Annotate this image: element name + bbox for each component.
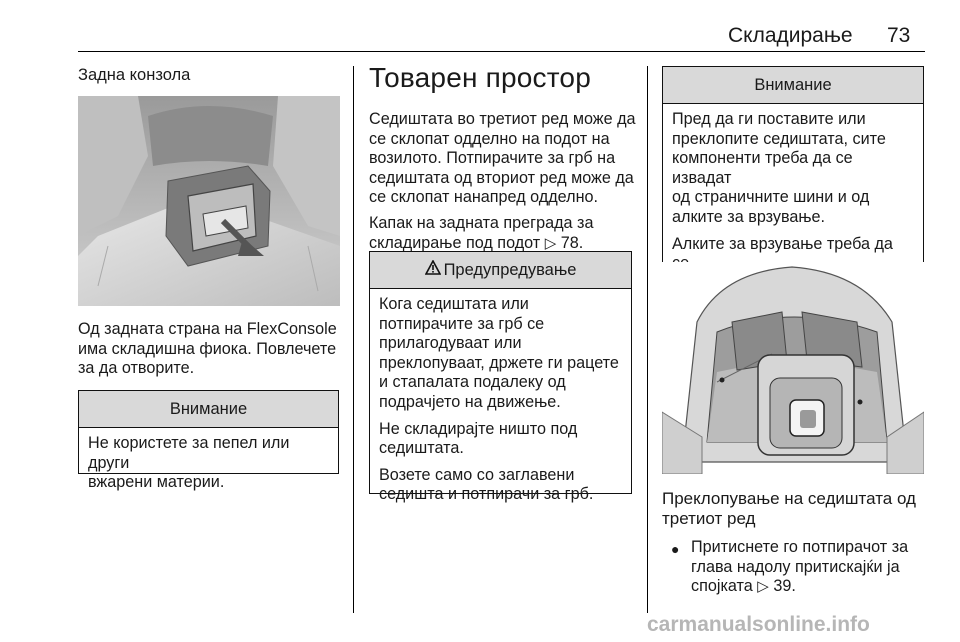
page-title: Складирање	[728, 24, 853, 47]
page-reference[interactable]: 78.	[560, 233, 584, 252]
warning-title: Предупредување	[370, 252, 631, 289]
subsection-heading: Преклопување на седиштата од третиот ред	[662, 489, 916, 528]
warning-body: Кога седиштата или потпирачите за грб се прилагодуваат или преклопуваат, држете ги рацете и стапалата подалеку од подрачјето на движење. Не складирајте ништо под седиштата. Возете само со заглавени седишта и потпирачи за грб.	[379, 295, 619, 504]
section-heading: Задна конзола	[78, 66, 191, 84]
warning-triangle-icon	[425, 260, 441, 280]
notice-box	[662, 66, 924, 274]
cargo-paragraph: Седиштата во третиот ред може да се склопат одделно на подот на возилото. Потпирачите за грб на седиштата од вториот ред може да се склопат нанапред одделно.	[369, 110, 636, 207]
notice-title: Внимание	[663, 67, 923, 104]
cargo-area-illustration	[662, 262, 924, 474]
list-item: Притиснете го потпирачот за глава надолу притискајќи ја спојката ▷ 39.	[691, 538, 909, 596]
bullet-icon: ●	[671, 541, 680, 557]
page-number: 73	[887, 24, 911, 47]
rear-console-drawer-illustration	[78, 96, 340, 306]
header-rule	[78, 51, 925, 52]
notice-title: Внимание	[79, 391, 338, 428]
column-divider	[647, 66, 648, 613]
watermark: carmanualsonline.info	[647, 613, 870, 636]
section-heading-large: Товарен простор	[369, 62, 591, 93]
column-divider	[353, 66, 354, 613]
page-reference[interactable]: 39.	[773, 577, 796, 596]
notice-box	[78, 390, 339, 492]
page-header	[0, 0, 960, 52]
drawer-paragraph: Од задната страна на FlexConsole има складишна фиока. Повлечете за да отворите.	[78, 320, 337, 378]
warning-box	[369, 251, 632, 504]
cover-paragraph: Капак на задната преграда за складирање под подот ▷ 78.	[369, 214, 594, 252]
reference-arrow-icon: ▷	[757, 578, 769, 596]
notice-body: Пред да ги поставите или преклопите седиштата, сите компоненти треба да се извадат од страничните шини и од алките за врзување. Алките за врзување треба да	[672, 110, 893, 253]
reference-arrow-icon: ▷	[544, 234, 557, 252]
notice-body: Не користете за пепел или други вжарени материи.	[88, 434, 290, 492]
